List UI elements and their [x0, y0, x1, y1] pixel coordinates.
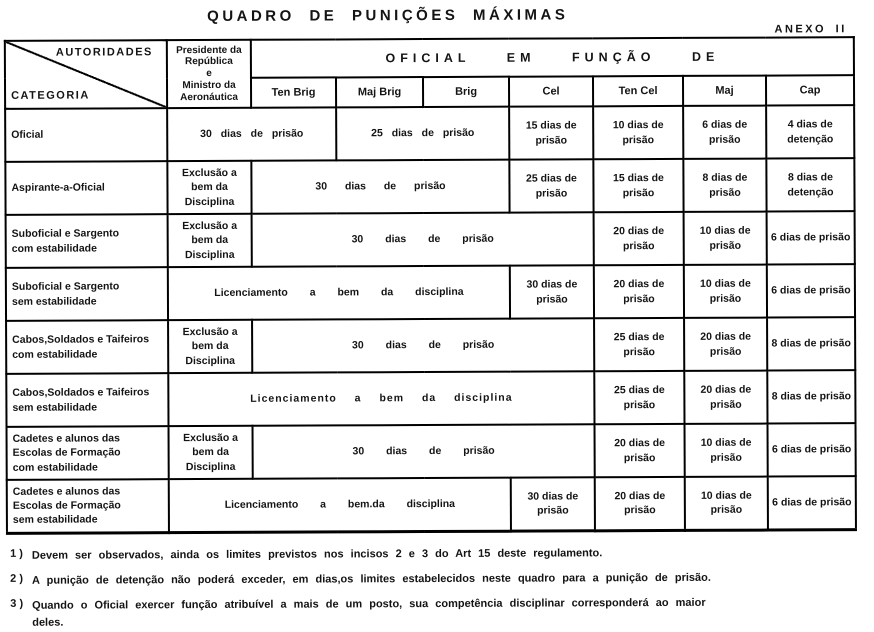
table-row [6, 264, 855, 321]
footnotes-section [10, 544, 810, 632]
punishment-cell: 6 dias de prisão [768, 476, 856, 529]
punishment-cell: 20 dias de prisão [684, 318, 767, 371]
punishment-cell: 30 dias de prisão [510, 265, 594, 318]
category-cell: Aspirante-a-Oficial [5, 161, 167, 215]
category-cell: Cabos,Soldados e Taifeiros com estabilidade [6, 320, 168, 374]
authorities-label: AUTORIDADES [55, 46, 153, 59]
punishment-cell: Exclusão a bem da Disciplina [168, 214, 252, 267]
punishment-cell: Exclusão a bem da Disciplina [167, 161, 251, 214]
table-row [5, 105, 854, 162]
rank-header-brig: Brig [423, 77, 509, 107]
category-cell: Oficial [5, 108, 167, 162]
oficial-em-funcao-header: OFICIAL EM FUNÇÃO DE [251, 37, 854, 78]
punishment-cell: 25 dias de prisão [509, 159, 593, 212]
punishment-cell: 10 dias de prisão [593, 106, 683, 159]
categoria-label: CATEGORIA [11, 89, 90, 102]
punishment-cell: 25 dias de prisão [336, 107, 509, 161]
footnote [10, 569, 810, 590]
punishment-cell: 8 dias de prisão [683, 159, 766, 212]
punishment-cell: 30 dias de prisão [167, 107, 336, 161]
punishment-cell: 8 dias de detenção [766, 158, 854, 211]
category-cell: Suboficial e Sargento com estabilidade [6, 214, 168, 268]
president-column-header: Presidente da República e Ministro da Aeronáutica [167, 40, 251, 108]
punishment-cell: 20 dias de prisão [595, 424, 685, 477]
punishment-cell: 6 dias de prisão [767, 264, 855, 317]
punishment-cell: 20 dias de prisão [594, 212, 684, 265]
category-cell: Suboficial e Sargento sem estabilidade [6, 267, 168, 321]
punishment-cell: 25 dias de prisão [594, 371, 684, 424]
punishment-cell: Licenciamento a bem da disciplina [168, 371, 594, 426]
punishment-cell: 30 dias de prisão [511, 477, 595, 530]
footnote-text: Quando o Oficial exercer função atribuível a mais de um posto, sua competência disciplinar corresponderá ao maior deles. [32, 596, 706, 629]
punishment-cell: Exclusão a bem da Disciplina [169, 426, 253, 479]
punishment-cell: Licenciamento a bem da disciplina [168, 266, 510, 320]
table-row [6, 317, 855, 374]
punishment-cell: 15 dias de prisão [593, 159, 683, 212]
punishment-cell: 10 dias de prisão [684, 212, 767, 265]
punishment-cell: 30 dias de prisão [251, 160, 509, 214]
punishment-cell: 25 dias de prisão [594, 318, 684, 371]
punishment-cell: 20 dias de prisão [595, 477, 685, 530]
table-row [6, 211, 855, 268]
punishment-cell: Exclusão a bem da Disciplina [168, 320, 252, 373]
rank-header-maj-brig: Maj Brig [336, 77, 423, 107]
rank-header-cap: Cap [766, 75, 854, 105]
title-band [0, 0, 873, 40]
max-punishments-table [4, 36, 857, 534]
annex-label: ANEXO II [774, 23, 847, 36]
footnote [10, 594, 810, 632]
punishment-cell: 20 dias de prisão [684, 371, 767, 424]
group-header-row [5, 37, 854, 79]
punishment-cell: 30 dias de prisão [253, 424, 595, 478]
punishment-cell: 8 dias de prisão [767, 317, 855, 370]
page-title: QUADRO DE PUNIÇÕES MÁXIMAS [207, 6, 569, 26]
punishment-cell: Licenciamento a bem.da disciplina [169, 478, 511, 532]
punishment-cell: 15 dias de prisão [509, 106, 593, 159]
punishment-cell: 20 dias de prisão [594, 265, 684, 318]
category-cell: Cadetes e alunos das Escolas de Formação com estabilidade [7, 426, 169, 480]
footnote-number: 1 ) [10, 547, 23, 560]
rank-header-cel: Cel [509, 76, 593, 106]
table-row [7, 476, 856, 533]
punishment-cell: 6 dias de prisão [768, 423, 856, 476]
punishment-cell: 10 dias de prisão [684, 265, 767, 318]
footnote-text: Devem ser observados, ainda os limites previstos nos incisos 2 e 3 do Art 15 deste regulamento. [31, 546, 603, 562]
rank-header-ten-brig: Ten Brig [251, 77, 336, 107]
footnote-text: A punição de detenção não poderá exceder, em dias,os limites estabelecidos neste quadro para a punição de prisão. [31, 571, 711, 587]
punishment-cell: 10 dias de prisão [685, 477, 768, 530]
punishment-cell: 30 dias de prisão [252, 318, 594, 372]
punishment-cell: 4 dias de detenção [766, 105, 854, 158]
punishment-cell: 30 dias de prisão [252, 212, 594, 266]
corner-header-cell [5, 40, 167, 109]
footnote-number: 2 ) [10, 572, 24, 585]
table-row [6, 370, 855, 427]
rank-header-maj: Maj [683, 76, 766, 106]
rank-header-ten-cel: Ten Cel [593, 76, 683, 106]
footnote [10, 544, 810, 565]
table-row [7, 423, 856, 480]
footnote-number: 3 ) [10, 597, 24, 610]
category-cell: Cadetes e alunos das Escolas de Formação sem estabilidade [7, 479, 169, 533]
category-cell: Cabos,Soldados e Taifeiros sem estabilidade [6, 373, 168, 427]
punishment-cell: 6 dias de prisão [683, 106, 766, 159]
punishment-cell: 8 dias de prisão [767, 370, 855, 423]
punishment-cell: 6 dias de prisão [767, 211, 855, 264]
table-row [5, 158, 854, 215]
punishment-cell: 10 dias de prisão [685, 424, 768, 477]
